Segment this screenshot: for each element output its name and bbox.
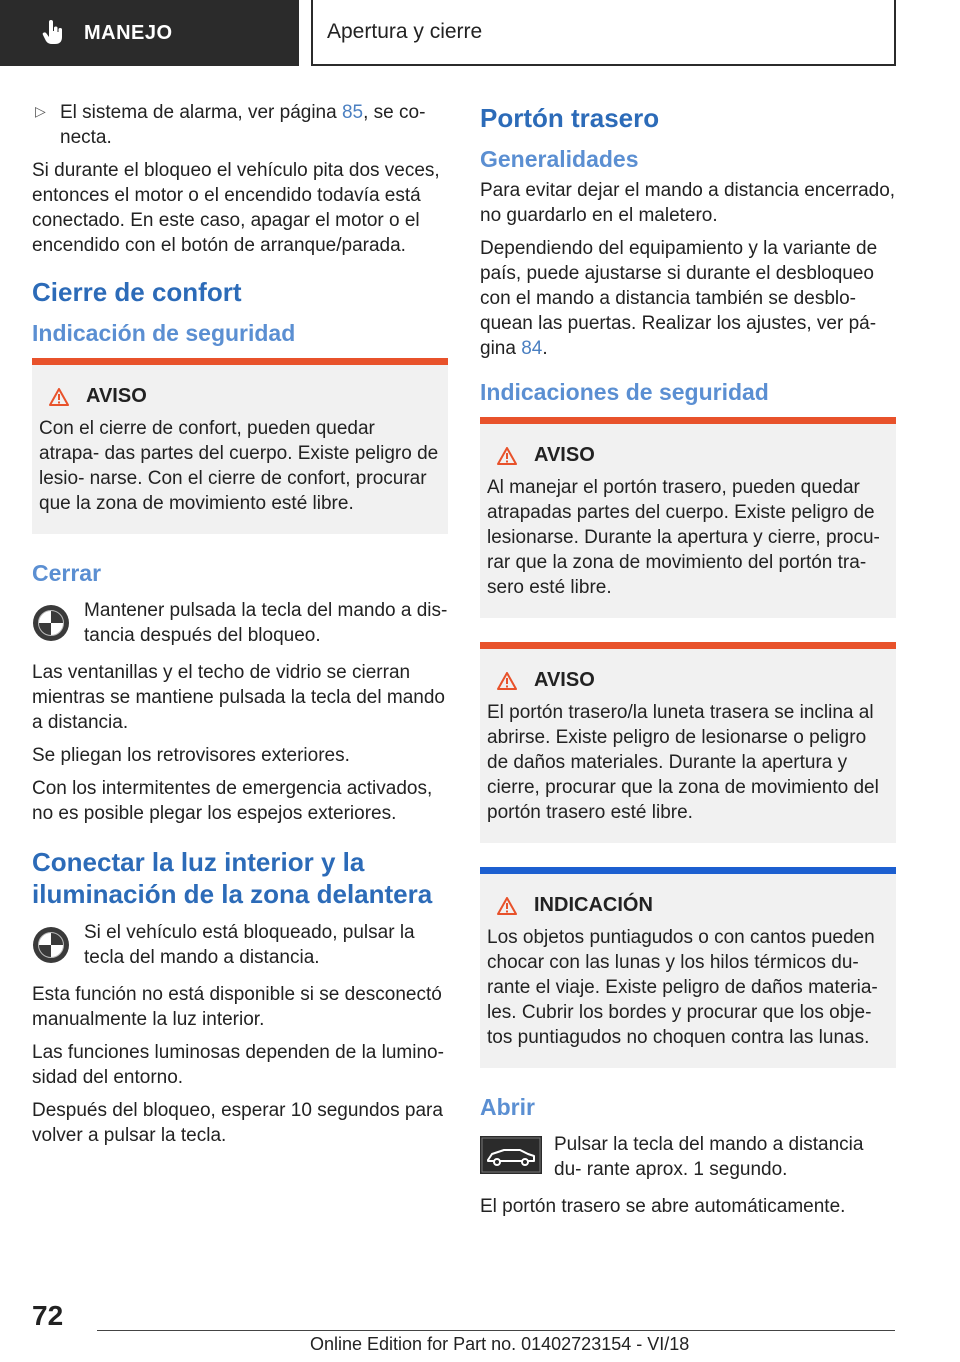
page-link-85[interactable]: 85 — [341, 102, 364, 123]
right-column — [480, 100, 896, 1227]
paragraph: Esta función no está disponible si se desconectó manualmente la luz interior. — [32, 984, 442, 1030]
section-tab — [0, 0, 299, 66]
paragraph: Para evitar dejar el mando a distancia encerrado, no guardarlo en el maletero. — [480, 180, 896, 226]
car-tailgate-icon — [480, 1136, 542, 1174]
info-text: Los objetos puntiagudos o con cantos pueden chocar con las lunas y los hilos térmicos du‐ rante el viaje. Existe peligro de daños materia‐ les. Cubrir los bordes y procurar que los obje‐ tos puntiagudos no choquen contra las lunas. — [487, 927, 878, 1048]
key-instruction — [32, 598, 448, 648]
heading-tailgate: Portón trasero — [480, 103, 660, 133]
warning-text: El portón trasero/la luneta trasera se inclina al abrirse. Existe peligro de lesionarse o peligro de daños materiales. Durante la apertura y cierre, procurar que la zona de movimiento del portón trasero esté libre. — [487, 702, 879, 823]
key-instruction-text: Si el vehículo está bloqueado, pulsar la tecla del mando a distancia. — [84, 922, 415, 968]
heading-open: Abrir — [480, 1094, 535, 1120]
warning-text: Con el cierre de confort, pueden quedar atrapa‐ das partes del cuerpo. Existe peligro de lesio‐ narse. Con el cierre de confort, procurar que la zona de movimiento esté libre. — [39, 418, 439, 514]
alarm-bullet — [32, 100, 448, 150]
section-label: MANEJO — [84, 21, 173, 44]
warning-text: Al manejar el portón trasero, pueden quedar atrapadas partes del cuerpo. Existe peligro de lesionarse. Durante la apertura y cierre, procu‐ rar que la zona de movimiento del portón tra‐ sero esté libre. — [487, 477, 880, 598]
warning-title: AVISO — [487, 669, 888, 692]
warning-title: AVISO — [39, 385, 440, 408]
warning-box — [32, 358, 448, 534]
warning-triangle-icon — [497, 672, 517, 690]
page-number: 72 — [32, 1300, 64, 1331]
warning-triangle-icon — [497, 897, 517, 915]
paragraph: Con los intermitentes de emergencia activados, no es posible plegar los espejos exteriores. — [32, 778, 433, 824]
key-instruction — [480, 1132, 896, 1182]
page-header — [0, 0, 960, 66]
key-instruction-text: Mantener pulsada la tecla del mando a dis‐ tancia después del bloqueo. — [84, 600, 448, 646]
paragraph: El portón trasero se abre automáticamente. — [480, 1196, 846, 1217]
heading-close: Cerrar — [32, 560, 102, 586]
bmw-logo-icon — [32, 604, 70, 642]
key-instruction — [32, 920, 448, 970]
page-link-84[interactable]: 84 — [521, 338, 543, 359]
heading-safety-notes: Indicaciones de seguridad — [480, 379, 769, 405]
bmw-logo-icon — [32, 926, 70, 964]
paragraph: Las ventanillas y el techo de vidrio se cierran mientras se mantiene pulsada la tecla del mando a distancia. — [32, 662, 445, 733]
heading-comfort-close: Cierre de confort — [32, 277, 242, 307]
heading-interior-light: Conectar la luz interior y la iluminación de la zona delantera — [32, 847, 433, 909]
chapter-title-text: Apertura y cierre — [327, 20, 483, 43]
paragraph: Se pliegan los retrovisores exteriores. — [32, 745, 350, 766]
footer-divider — [97, 1330, 895, 1331]
warning-title: AVISO — [487, 444, 888, 467]
alarm-bullet-text: El sistema de alarma, ver página 85, se co‐ necta. — [60, 102, 426, 148]
paragraph: Después del bloqueo, esperar 10 segundos para volver a pulsar la tecla. — [32, 1100, 443, 1146]
left-column — [32, 100, 448, 1156]
warning-box — [480, 417, 896, 618]
chapter-title — [311, 0, 896, 66]
heading-general: Generalidades — [480, 146, 639, 172]
edition-note: Online Edition for Part no. 01402723154 - VI/18 — [310, 1334, 690, 1354]
key-instruction-text: Pulsar la tecla del mando a distancia du‐ rante aprox. 1 segundo. — [554, 1134, 864, 1180]
paragraph: Si durante el bloqueo el vehículo pita dos veces, entonces el motor o el encendido todavía está conectado. En este caso, apagar el motor o el encendido con el botón de arranque/parada. — [32, 160, 440, 256]
heading-safety-note: Indicación de seguridad — [32, 320, 296, 346]
info-title: INDICACIÓN — [487, 894, 888, 917]
triangle-bullet-icon: ▷ — [35, 103, 46, 119]
warning-triangle-icon — [49, 388, 69, 406]
hand-icon — [42, 20, 64, 46]
warning-box — [480, 642, 896, 843]
paragraph: Dependiendo del equipamiento y la variante de país, puede ajustarse si durante el desbloqueo con el mando a distancia también se desblo‐ quean las puertas. Realizar los ajustes, ver pá‐ gina 84. — [480, 238, 878, 359]
paragraph: Las funciones luminosas dependen de la lumino‐ sidad del entorno. — [32, 1042, 444, 1088]
info-box — [480, 867, 896, 1068]
warning-triangle-icon — [497, 447, 517, 465]
